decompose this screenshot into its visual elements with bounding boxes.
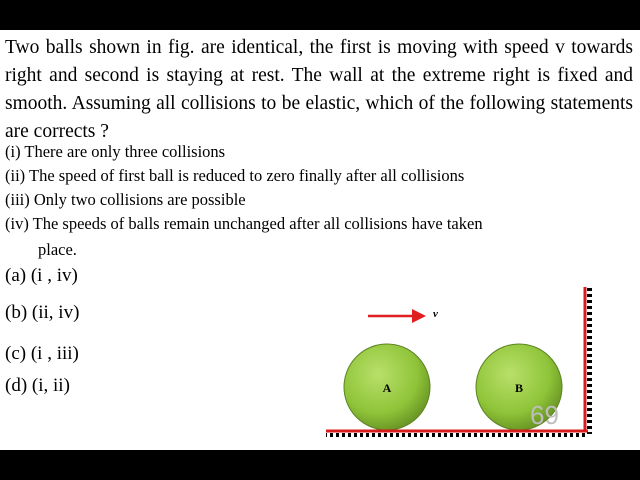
- ball-b-label: B: [514, 381, 524, 395]
- wall: [585, 287, 592, 434]
- collision-figure: [0, 30, 640, 450]
- statement-iv-continued: place.: [38, 240, 77, 259]
- option-d[interactable]: (d) (i, ii): [5, 375, 70, 396]
- option-b[interactable]: (b) (ii, iv): [5, 302, 80, 323]
- statement-iv: (iv) The speeds of balls remain unchanged after all collisions have taken: [5, 214, 483, 233]
- velocity-label: v: [433, 308, 438, 320]
- option-c[interactable]: (c) (i , iii): [5, 343, 79, 364]
- statement-ii: (ii) The speed of first ball is reduced to zero finally after all collisions: [5, 166, 465, 185]
- slide: [0, 30, 640, 450]
- ball-a-label: A: [382, 381, 392, 395]
- option-a[interactable]: (a) (i , iv): [5, 265, 78, 286]
- floor: [326, 431, 588, 437]
- statement-i: (i) There are only three collisions: [5, 142, 226, 161]
- statement-iii: (iii) Only two collisions are possible: [5, 190, 246, 209]
- question-text: Two balls shown in fig. are identical, the first is moving with speed v towards right and second is staying at rest. The wall at the extreme right is fixed and smooth. Assuming all collisions to be elastic, which of the following statements are corrects ?: [5, 37, 633, 142]
- velocity-arrow: [368, 309, 426, 323]
- page-number: 69: [530, 400, 559, 430]
